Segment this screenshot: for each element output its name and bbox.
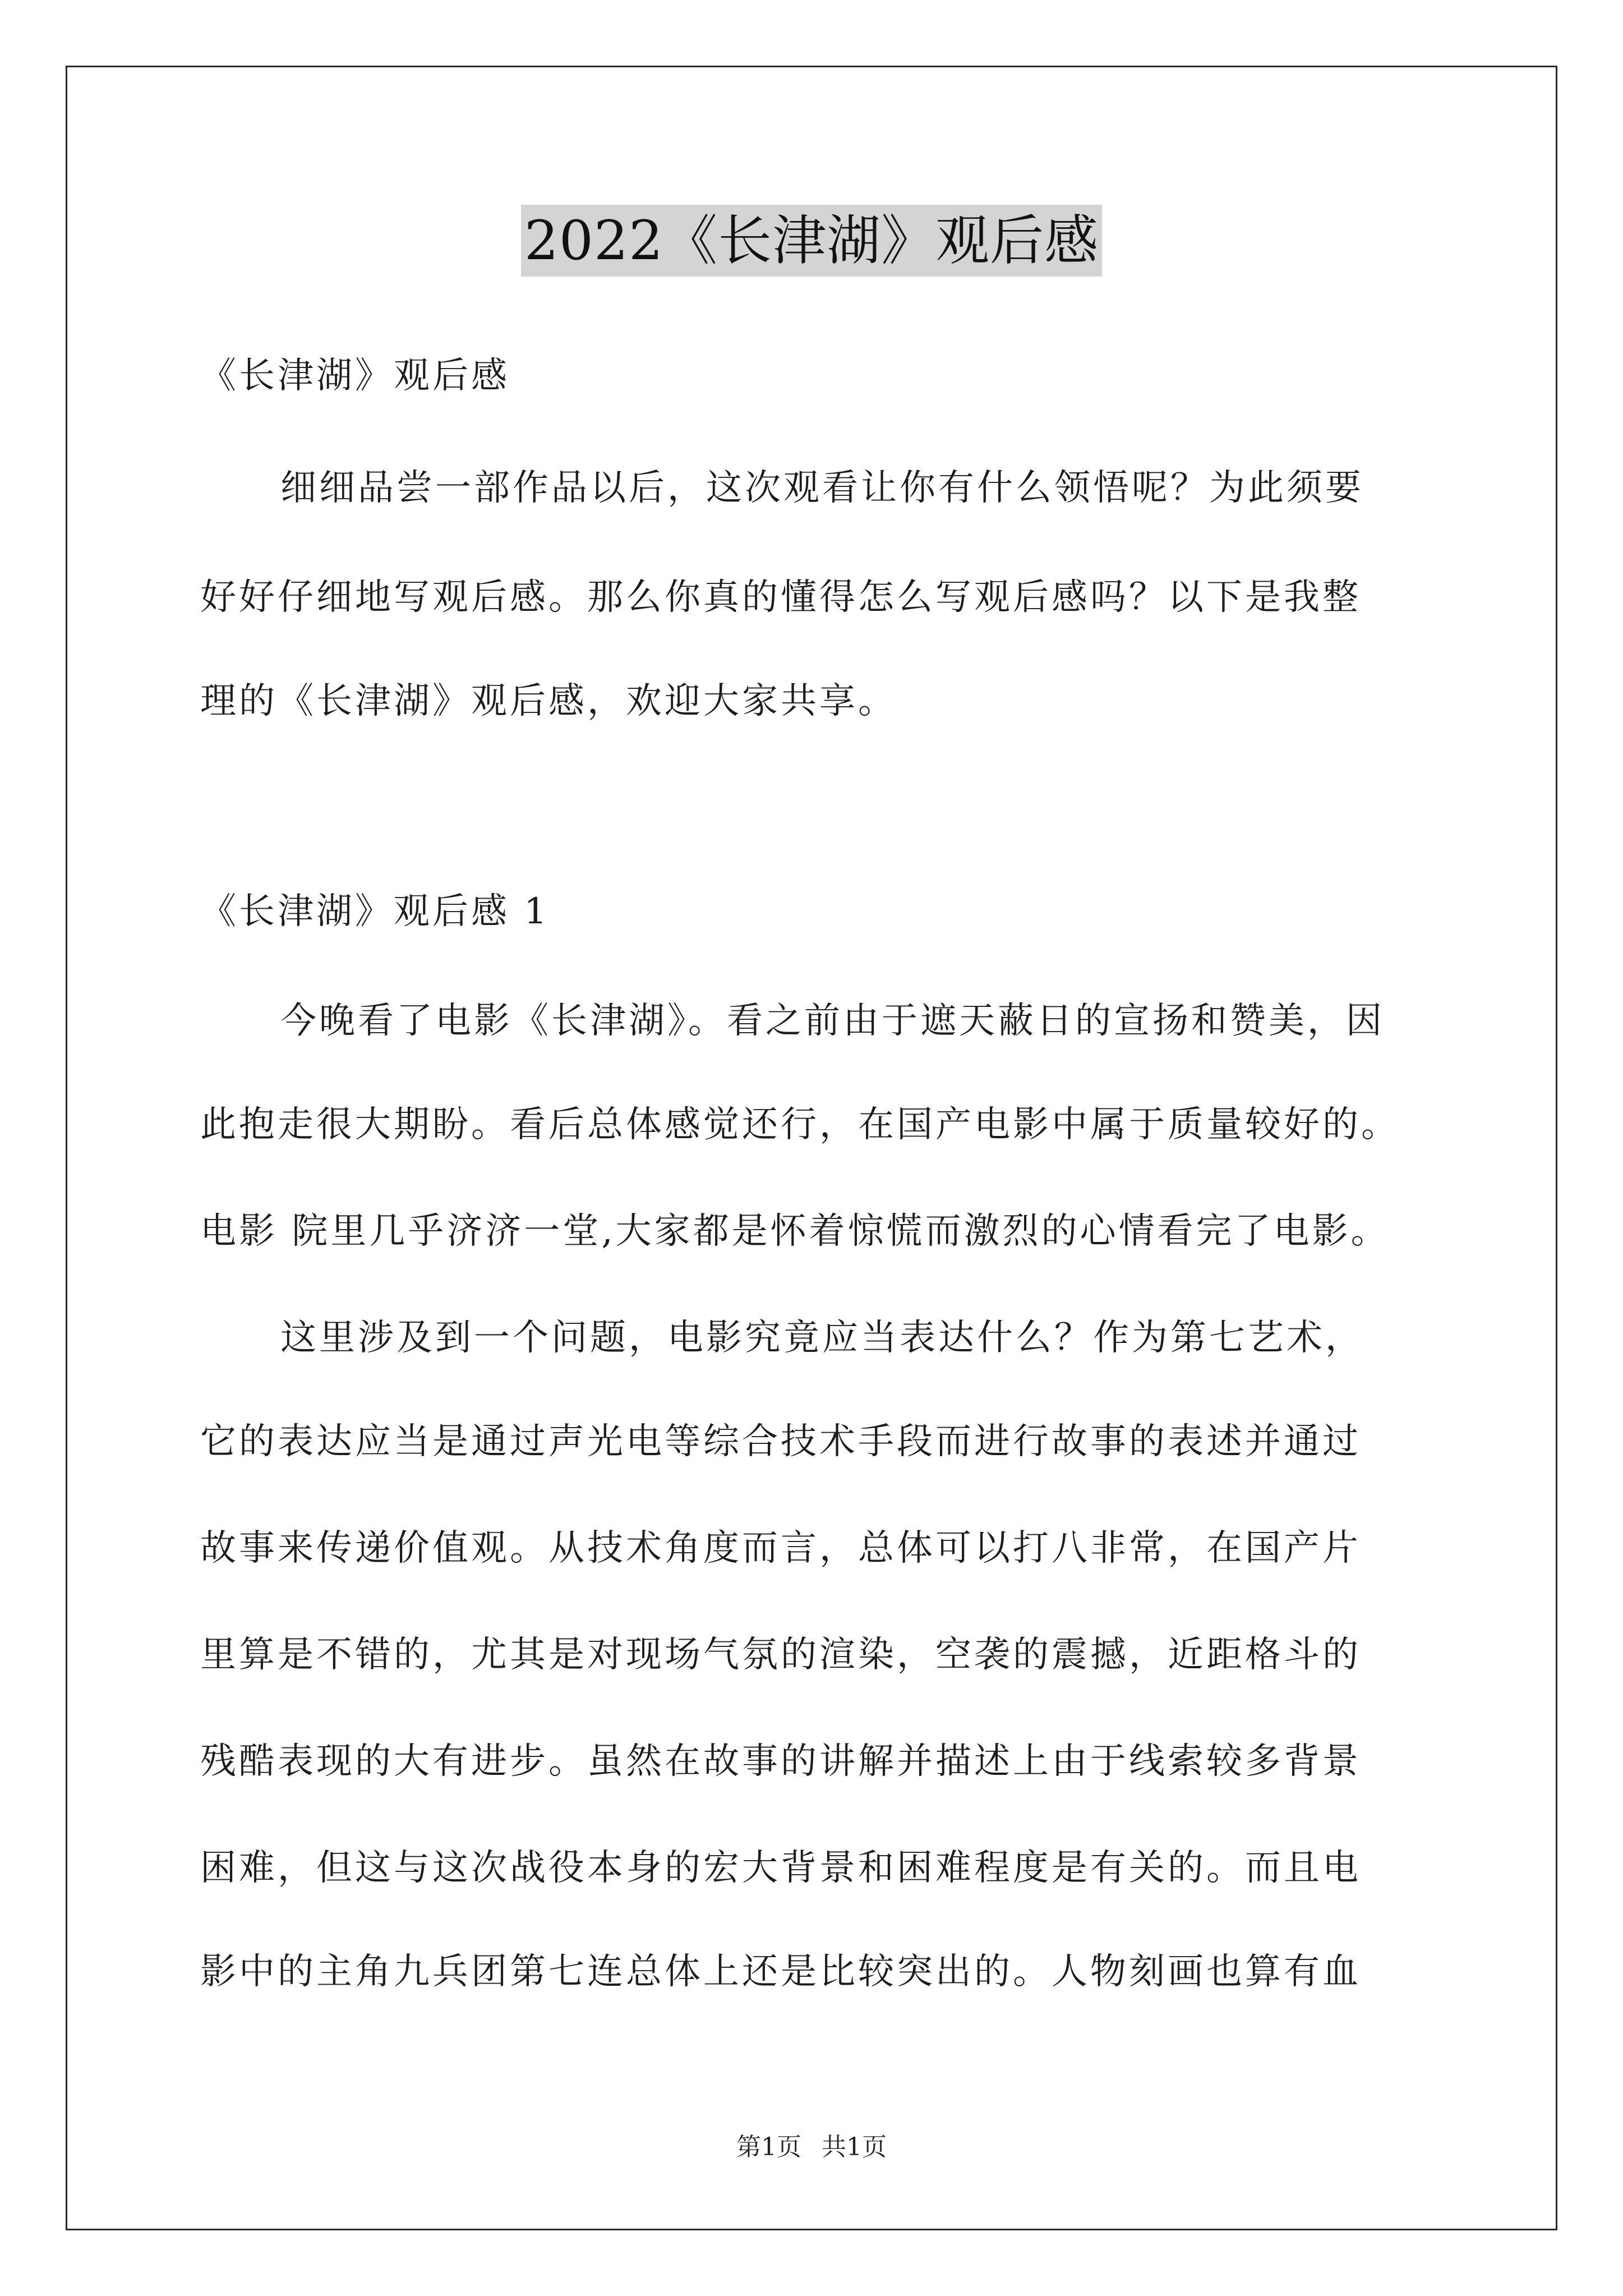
section-heading: 《长津湖》观后感 1: [200, 891, 550, 932]
paragraph-line: 影中的主角九兵团第七连总体上还是比较突出的。人物刻画也算有血: [200, 1951, 1361, 1993]
paragraph-line: 理的《长津湖》观后感，欢迎大家共享。: [200, 680, 897, 722]
document-title: 2022《长津湖》观后感: [521, 205, 1102, 277]
paragraph-line: 残酷表现的大有进步。虽然在故事的讲解并描述上由于线索较多背景: [200, 1741, 1361, 1782]
paragraph-line: 故事来传递价值观。从技术角度而言，总体可以打八非常，在国产片: [200, 1527, 1361, 1569]
paragraph-line: 今晚看了电影《长津湖》。看之前由于遮天蔽日的宣扬和赞美，因: [280, 1000, 1385, 1042]
paragraph-line: 里算是不错的，尤其是对现场气氛的渲染，空袭的震撼，近距格斗的: [200, 1634, 1361, 1676]
paragraph-line: 细细品尝一部作品以后，这次观看让你有什么领悟呢？为此须要: [280, 467, 1364, 509]
page-total: 共1页: [822, 2133, 887, 2161]
paragraph-line: 困难，但这与这次战役本身的宏大背景和困难程度是有关的。而且电: [200, 1847, 1361, 1889]
page-footer: [0, 2132, 1623, 2163]
paragraph-line: 这里涉及到一个问题，电影究竟应当表达什么？作为第七艺术，: [280, 1317, 1364, 1359]
section-heading: 《长津湖》观后感: [200, 355, 510, 397]
paragraph-line: 它的表达应当是通过声光电等综合技术手段而进行故事的表述并通过: [200, 1421, 1361, 1462]
title-container: [0, 205, 1623, 277]
paragraph-line: 好好仔细地写观后感。那么你真的懂得怎么写观后感吗？以下是我整: [200, 577, 1361, 618]
paragraph-line: 此抱走很大期盼。看后总体感觉还行，在国产电影中属于质量较好的。: [200, 1104, 1400, 1145]
page-number: 第1页: [736, 2133, 801, 2161]
paragraph-line: 电影 院里几乎济济一堂,大家都是怀着惊慌而激烈的心情看完了电影。: [200, 1211, 1390, 1252]
